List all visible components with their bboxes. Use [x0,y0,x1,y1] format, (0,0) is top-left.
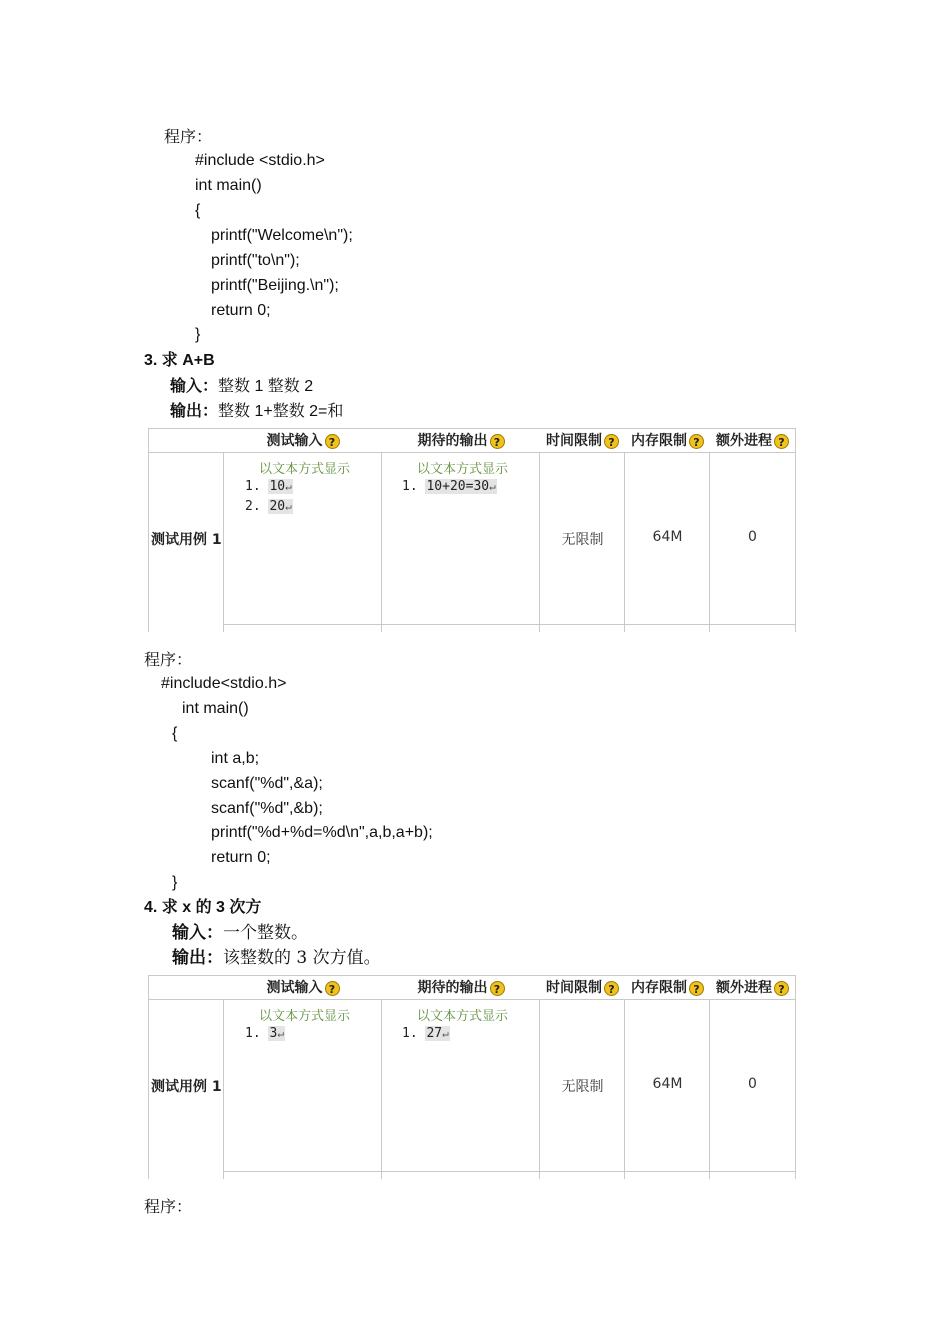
output-spec-text: 整数 1+整数 2=和 [218,403,344,420]
help-icon[interactable]: ? [325,434,340,449]
help-icon[interactable]: ? [774,981,789,996]
help-icon[interactable]: ? [325,981,340,996]
output-spec-text: 该整数的 3 次方值。 [223,948,381,968]
code-line: printf("Welcome\n"); [211,227,353,244]
output-spec [172,948,381,968]
code-line: scanf("%d",&b); [211,800,323,817]
code-line: return 0; [211,302,271,319]
divider [381,1000,382,1179]
output-line: 1. 27↵ [402,1026,449,1041]
extra-process-value: 0 [748,529,757,545]
section-title: 3. 求 A+B [144,352,215,369]
code-line: printf("%d+%d=%d\n",a,b,a+b); [211,824,433,841]
input-spec-label: 输入： [172,923,223,943]
code-line: int main() [195,177,262,194]
return-icon: ↵ [285,500,292,513]
header-expected-output: 期待的输出 ? [382,429,540,453]
help-icon[interactable]: ? [490,434,505,449]
time-limit-value: 无限制 [561,1079,604,1095]
code-line: return 0; [211,849,271,866]
code-line: printf("Beijing.\n"); [211,277,339,294]
code-line: } [195,326,201,343]
help-icon[interactable]: ? [689,981,704,996]
test-case-table [148,975,796,1179]
program-label: 程序： [164,127,213,146]
code-line: #include <stdio.h> [195,152,325,169]
view-as-text-link[interactable]: 以文本方式显示 [417,462,509,477]
code-line: scanf("%d",&a); [211,775,323,792]
input-line: 1. 3↵ [245,1026,284,1041]
header-extra-process: 额外进程 ? [710,429,795,453]
input-spec [172,923,308,943]
code-line: { [195,202,201,219]
header-expected-output: 期待的输出 ? [382,976,540,1000]
input-line: 2. 20↵ [245,499,292,514]
time-limit-value: 无限制 [561,532,604,548]
return-icon: ↵ [489,480,496,493]
divider [223,624,795,625]
header-time-limit: 时间限制 ? [540,976,625,1000]
output-spec-label: 输出： [172,948,223,968]
test-case-table [148,428,796,632]
memory-limit-value: 64M [652,529,683,545]
input-spec-text: 一个整数。 [223,923,308,943]
input-spec-label: 输入： [170,376,219,395]
header-memory-limit: 内存限制 ? [625,429,710,453]
input-spec [170,376,313,397]
code-line: { [172,725,178,742]
return-icon: ↵ [277,1027,284,1040]
help-icon[interactable]: ? [490,981,505,996]
table-header [149,975,795,1000]
row-label: 测试用例 1 [151,532,222,548]
help-icon[interactable]: ? [604,981,619,996]
view-as-text-link[interactable]: 以文本方式显示 [417,1009,509,1024]
header-memory-limit: 内存限制 ? [625,976,710,1000]
view-as-text-link[interactable]: 以文本方式显示 [259,462,351,477]
code-line: } [172,874,178,891]
header-test-input: 测试输入 ? [224,976,382,1000]
return-icon: ↵ [285,480,292,493]
code-line: printf("to\n"); [211,252,300,269]
extra-process-value: 0 [748,1076,757,1092]
output-line: 1. 10+20=30↵ [402,479,496,494]
table-header [149,428,795,453]
input-spec-text: 整数 1 整数 2 [218,378,314,395]
code-line: int a,b; [211,750,260,767]
view-as-text-link[interactable]: 以文本方式显示 [259,1009,351,1024]
row-label: 测试用例 1 [151,1079,222,1095]
output-spec-label: 输出： [170,401,219,420]
header-test-input: 测试输入 ? [224,429,382,453]
help-icon[interactable]: ? [604,434,619,449]
divider [223,1171,795,1172]
header-extra-process: 额外进程 ? [710,976,795,1000]
divider [381,453,382,632]
code-line: int main() [182,700,249,717]
divider [223,453,224,632]
section-title: 4. 求 x 的 3 次方 [144,899,262,916]
program-label: 程序： [144,1197,193,1216]
divider [223,1000,224,1179]
program-label: 程序： [144,650,193,669]
output-spec [170,401,343,422]
header-time-limit: 时间限制 ? [540,429,625,453]
help-icon[interactable]: ? [774,434,789,449]
memory-limit-value: 64M [652,1076,683,1092]
help-icon[interactable]: ? [689,434,704,449]
input-line: 1. 10↵ [245,479,292,494]
code-line: #include<stdio.h> [161,675,287,692]
return-icon: ↵ [442,1027,449,1040]
